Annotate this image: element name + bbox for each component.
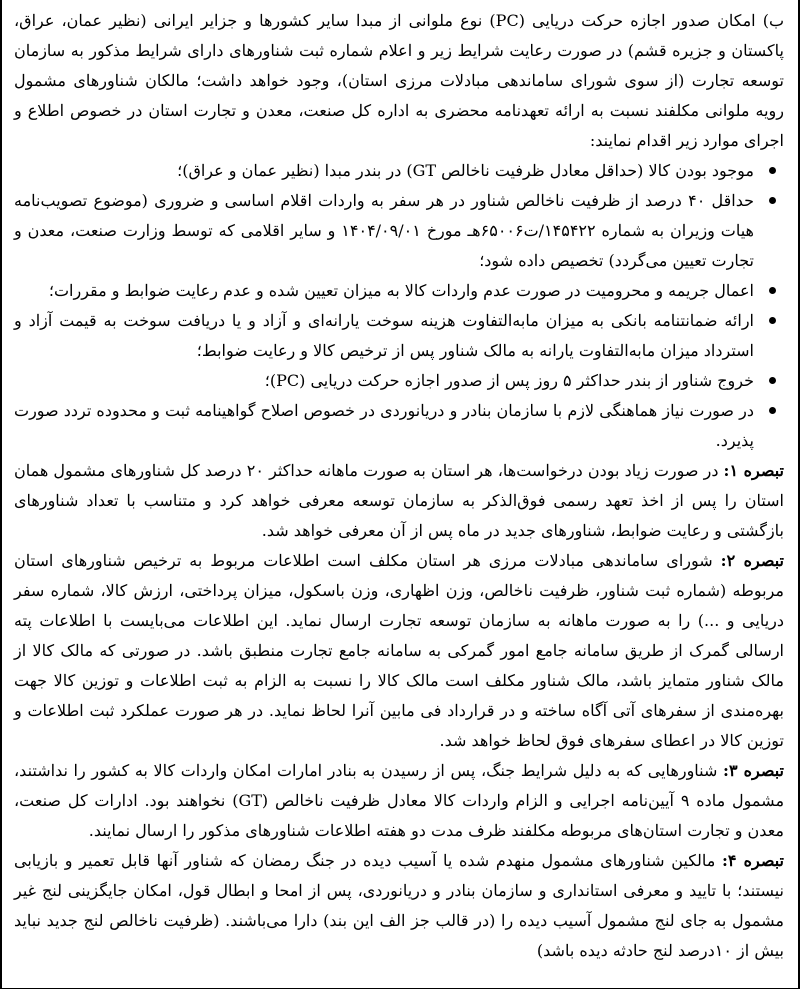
note-label: تبصره ۳: (723, 761, 785, 780)
note-text: مالکین شناورهای مشمول منهدم شده یا آسیب دیده در جنگ رمضان که شناور آنها قابل تعمیر و بازیابی نیستند؛ با تایید و معرفی استانداری و سازمان بنادر و دریانوردی، پس از امحا و ابطال قول، امکان جایگزینی لنج غیر مشمول به جای لنج مشمول آسیب دیده را (در قالب جز الف این بند) دارا می‌باشند. (ظرفیت ناخالص لنج جدید نباید بیش از ۱۰درصد لنج حادثه دیده باشد) (14, 851, 784, 960)
note-label: تبصره ۲: (720, 551, 785, 570)
note-1 (14, 456, 784, 546)
note-text: شناورهایی که به دلیل شرایط جنگ، پس از رسیدن به بنادر امارات امکان واردات کالا به کشور را نداشتند، مشمول ماده ۹ آیین‌نامه اجرایی و الزام واردات کالا معادل ظرفیت ناخالص (GT) نخواهند بود. ادارات کل صنعت، معدن و تجارت استان‌های مربوطه مکلفند ظرف مدت دو هفته اطلاعات شناورهای مذکور را ارسال نمایند. (14, 761, 785, 840)
bullet-icon (769, 197, 776, 204)
conditions-list (14, 156, 784, 456)
list-item: موجود بودن کالا (حداقل معادل ظرفیت ناخالص GT) در بندر مبدا (نظیر عمان و عراق)؛ (14, 156, 754, 186)
list-item: حداقل ۴۰ درصد از ظرفیت ناخالص شناور در هر سفر به واردات اقلام اساسی و ضروری (موضوع تصویب‌نامه هیات وزیران به شماره ۱۴۵۴۲۲/ت۶۵۰۰۶هـ مورخ ۱۴۰۴/۰۹/۰۱ و سایر اقلامی که توسط وزارت صنعت، معدن و تجارت تعیین می‌گردد) تخصیص داده شود؛ (14, 186, 754, 276)
note-label: تبصره ۴: (722, 851, 785, 870)
note-4 (14, 846, 784, 966)
list-item: ارائه ضمانتنامه بانکی به میزان مابه‌التفاوت هزینه سوخت یارانه‌ای و آزاد و یا دریافت سوخت به قیمت آزاد و استرداد میزان مابه‌التفاوت یارانه به مالک شناور پس از ترخیص کالا و رعایت ضوابط؛ (14, 306, 754, 366)
note-label: تبصره ۱: (723, 461, 784, 480)
note-2 (14, 546, 784, 756)
bullet-icon (769, 377, 776, 384)
note-text: در صورت زیاد بودن درخواست‌ها، هر استان به صورت ماهانه حداکثر ۲۰ درصد کل شناورهای مشمول همان استان را پس از اخذ تعهد رسمی فوق‌الذکر به سازمان توسعه معرفی خواهد کرد و متناسب با تعداد شناورهای بازگشتی و رعایت ضوابط، شناورهای جدید در ماه پس از آن معرفی خواهد شد. (14, 461, 784, 540)
list-item: اعمال جریمه و محرومیت در صورت عدم واردات کالا به میزان تعیین شده و عدم رعایت ضوابط و مقررات؛ (14, 276, 754, 306)
note-3 (14, 756, 784, 846)
bullet-icon (769, 167, 776, 174)
note-text: شورای ساماندهی مبادلات مرزی هر استان مکلف است اطلاعات مربوط به ترخیص شناورهای استان مربوطه (شماره ثبت شناور، ظرفیت ناخالص، وزن اظهاری، وزن باسکول، میزان پرداختی، ارزش کالا، شماره سفر دریایی و ...) را به صورت ماهانه به سازمان توسعه تجارت ارسال نماید. این اطلاعات می‌بایست با اطلاعات پته ارسالی گمرک از طریق سامانه جامع امور گمرکی به سامانه جامع تجارت منطبق باشد. در صورتی که مالک کالا از مالک شناور متمایز باشد، مالک شناور مکلف است مالک کالا را نسبت به الزام به ثبت اطلاعات و توزین کالا جهت بهره‌مندی از سفرهای آتی آگاه ساخته و در قرارداد فی مابین آنرا لحاظ نماید. در هر صورت عملکرد ثبت اطلاعات و توزین کالا در اعطای سفرهای فوق لحاظ خواهد شد. (14, 551, 785, 750)
bullet-icon (769, 407, 776, 414)
list-item: در صورت نیاز هماهنگی لازم با سازمان بنادر و دریانوردی در خصوص اصلاح گواهینامه ثبت و محدوده تردد صورت پذیرد. (14, 396, 754, 456)
intro-paragraph: ب) امکان صدور اجازه حرکت دریایی (PC) نوع ملوانی از مبدا سایر کشورها و جزایر ایرانی (نظیر عمان، عراق، پاکستان و جزیره قشم) در صورت رعایت شرایط زیر و اعلام شماره ثبت شناورهای دارای شرایط مذکور به سازمان توسعه تجارت (از سوی شورای ساماندهی مبادلات مرزی استان)، وجود خواهد داشت؛ مالکان شناورهای مشمول رویه ملوانی مکلفند نسبت به ارائه تعهدنامه محضری به اداره کل صنعت، معدن و تجارت استان در خصوص اطلاع و اجرای موارد زیر اقدام نمایند: (14, 11, 785, 150)
list-item: خروج شناور از بندر حداکثر ۵ روز پس از صدور اجازه حرکت دریایی (PC)؛ (14, 366, 754, 396)
bullet-icon (769, 317, 776, 324)
bullet-icon (769, 287, 776, 294)
